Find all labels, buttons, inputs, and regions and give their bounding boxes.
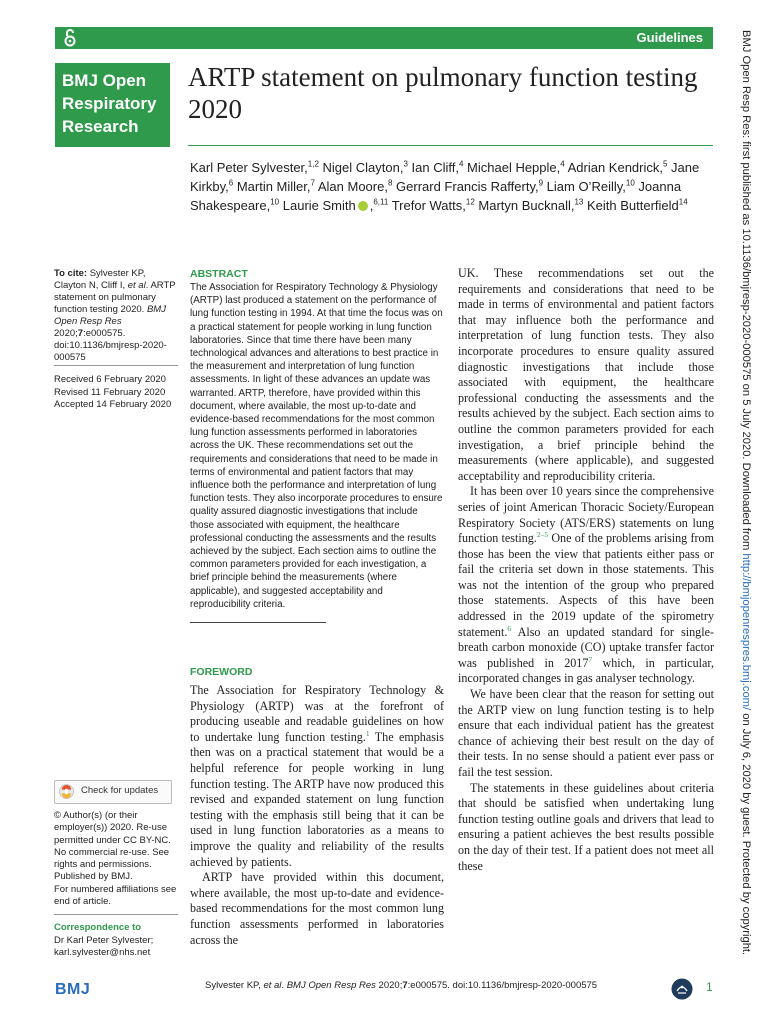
author-affiliation: 12 <box>465 197 475 207</box>
body-text: which, in particular, incorporated changes in gas analyser technology. <box>458 655 714 686</box>
author-affiliation: 9 <box>538 178 544 188</box>
check-updates-icon <box>59 784 74 799</box>
check-for-updates-button[interactable] <box>54 780 172 804</box>
author-name: Nigel Clayton, <box>318 160 404 175</box>
received-date: Received 6 February 2020 <box>54 374 166 385</box>
foreword-body <box>190 683 444 948</box>
cite-text: 2020; <box>54 328 78 339</box>
author-affiliation: 6 <box>228 178 234 188</box>
accepted-date: Accepted 14 February 2020 <box>54 399 172 410</box>
author-name: Keith Butterfield <box>583 198 679 213</box>
author-affiliation: 8 <box>387 178 393 188</box>
journal-logo-block <box>55 63 170 147</box>
correspondence-name: Dr Karl Peter Sylvester; <box>54 935 154 946</box>
body-column-2 <box>458 266 714 874</box>
cite-etal: et al <box>127 280 146 291</box>
body-text: Also an updated standard for single-breath carbon monoxide (CO) uptake transfer factor was published in 2017 <box>458 624 714 670</box>
download-notice-text: on July 6, 2020 by guest. Protected by copyright. <box>740 710 752 956</box>
cite-label: To cite: <box>54 268 88 279</box>
article-title: ARTP statement on pulmonary function testing 2020 <box>188 62 698 124</box>
body-paragraph: We have been clear that the reason for setting out the ARTP view on lung function testing is to help ensure that each individual patient has the greatest chance of achieving their best result on the day of their tests. In no sense should a patient ever pass or fail the test session. <box>458 687 714 779</box>
reference-link[interactable]: 6 <box>507 623 512 633</box>
author-name: Jane Kirkby, <box>190 160 700 194</box>
author-name: Ian Cliff, <box>407 160 459 175</box>
abstract-text: The Association for Respiratory Technology & Physiology (ARTP) last produced a statement on the performance of lung function testing in 1994. At that time the focus was on a practical statement for people working in lung function laboratories. Since that time there have been many technological advances and alterations to best practice in the measurement and interpretation of lung function assessments. In light of these advances an update was warranted. ARTP, therefore, have provided within this document, where available, the most up-to-date and evidence-based recommendations for the most common lung function assessments performed in laboratories across the UK. These recommendations set out the requirements and considerations that need to be made in terms of environmental and patient factors that may influence both the performance and interpretation of lung function tests. They also incorporate procedures to ensure quality assured diagnostic investigations that include those associated with equipment, the healthcare professional conducting the assessments and the results achieved by the subject. Each section aims to outline the common parameters provided for each investigation, a brief principle behind the measurements (where applicable), and suggested acceptability and reproducibility criteria. <box>190 282 443 610</box>
author-list: Karl Peter Sylvester,$^{1,2}$ Nigel Clayton,$^3$ Ian Cliff,$^4$ Michael Hepple,$^4$ Adrian Kendrick,$^5$ Jane Kirkby,$^6$ Martin Miller,$^7$ Alan Moore,$^8$ Gerrard Francis Rafferty,$^9$ Liam O’Reilly,$^{10}$ Joanna Shakespeare,$^{10}$ Laurie Smith ,$^{6,11}$ Trefor Watts,$^{12}$ Martyn Bucknall,$^{13}$ Keith Butterfield$^{14}$ <box>190 159 700 213</box>
body-text: It has been over 10 years since the comprehensive series of joint American Thoracic Society/European Respiratory Society (ATS/ERS) statements on lung function testing. <box>458 484 714 546</box>
foreword-text: The Association for Respiratory Technology & Physiology (ARTP) was at the forefront of producing useable and readable guidelines on how to undertake lung function testing. <box>190 683 444 744</box>
foreword-heading: FOREWORD <box>190 666 253 678</box>
body-paragraph <box>458 484 714 687</box>
orcid-icon[interactable] <box>358 201 368 211</box>
license-text: © Author(s) (or their employer(s)) 2020. Re-use permitted under CC BY-NC. No commercial re-use. See rights and permissions. Published by BMJ. <box>54 810 171 883</box>
article-dates <box>54 374 179 412</box>
author-name: Trefor Watts, <box>388 198 466 213</box>
download-notice-strip <box>739 30 753 995</box>
abstract-divider <box>190 622 326 623</box>
abstract-heading: ABSTRACT <box>190 268 248 280</box>
author-name: Gerrard Francis Rafferty, <box>392 179 539 194</box>
body-paragraph: The statements in these guidelines about criteria that should be satisfied when undertaking lung function testing outline goals and drivers that lead to ensuring a patient achieves the best results possible on the day of their test. If a patient does not meet all these <box>458 780 714 873</box>
author-name: Laurie Smith <box>279 198 356 213</box>
author-affiliation: 13 <box>574 197 584 207</box>
author-affiliation: 1,2 <box>307 159 319 169</box>
revised-date: Revised 11 February 2020 <box>54 386 166 398</box>
journal-name: BMJ Open Respiratory Research <box>62 71 157 136</box>
author-name: Liam O’Reilly, <box>543 179 626 194</box>
section-bar <box>55 27 713 49</box>
author-affiliation: 7 <box>310 178 315 188</box>
section-label: Guidelines <box>636 30 703 45</box>
open-access-icon <box>62 28 78 48</box>
footer-text: :e000575. doi:10.1136/bmjresp-2020-000575 <box>407 980 598 991</box>
cite-journal: BMJ Open Resp Res <box>54 304 166 327</box>
author-affiliation: 10 <box>270 197 280 207</box>
author-affiliation: 5 <box>662 159 668 169</box>
cite-volume: 7 <box>77 328 84 339</box>
download-notice <box>739 30 753 995</box>
footer-text: . <box>281 980 287 991</box>
check-updates-label: Check for updates <box>81 785 159 796</box>
sidebar-divider <box>54 914 178 915</box>
author-affiliation: 4 <box>458 159 464 169</box>
journal-url-link[interactable]: http://bmjopenrespres.bmj.com/ <box>740 553 752 711</box>
author-affiliation: 14 <box>678 197 688 207</box>
author-name: Adrian Kendrick, <box>564 160 663 175</box>
correspondence-details <box>54 935 179 960</box>
author-affiliation: 6,11 <box>373 197 389 207</box>
author-affiliation: 10 <box>625 178 635 188</box>
author-affiliation: 4 <box>560 159 565 169</box>
correspondence-heading: Correspondence to <box>54 922 142 933</box>
citation-block <box>54 268 179 364</box>
footer-volume: 7 <box>402 980 408 991</box>
footer-text: Sylvester KP, <box>205 980 264 991</box>
footer-citation <box>205 980 597 991</box>
author-name: Karl Peter Sylvester, <box>190 160 308 175</box>
author-name: Joanna Shakespeare, <box>190 179 682 213</box>
author-name: Michael Hepple, <box>463 160 561 175</box>
cite-text: . ARTP statement on pulmonary function testing 2020. <box>54 280 176 315</box>
body-text: One of the problems arising from those has been the view that patients either pass or fail the criteria set down in those statements. This was not the intention of the group who prepared those statements. Aspects of this have been addressed in the 2019 update of the spirometry statement. <box>458 531 714 639</box>
bmj-logo: BMJ <box>55 981 91 998</box>
foreword-paragraph <box>190 683 444 870</box>
cite-text: Sylvester KP, Clayton N, Cliff I, <box>54 268 146 291</box>
sidebar-divider <box>54 365 178 366</box>
body-paragraph: UK. These recommendations set out the requirements and considerations that need to be made in terms of environmental and patient factors that may influence both the performance and interpretation of lung function tests. They also incorporate procedures to ensure quality assured diagnostic investigations that include those associated with equipment, the healthcare professional conducting the assessments and the results achieved by the subject. Each section aims to outline the common parameters provided for each investigation, a brief principle behind the measurements (where applicable), and suggested acceptability and reproducibility criteria. <box>458 266 714 483</box>
author-name: Alan Moore, <box>314 179 388 194</box>
footer-etal: et al <box>263 980 282 991</box>
download-notice-text: BMJ Open Resp Res: first published as 10.1136/bmjresp-2020-000575 on 5 July 2020. Downloaded from <box>740 30 752 554</box>
foreword-text: The emphasis then was on a practical statement that would be a helpful reference for people working in lung function testing. The ARTP have now produced this revised and expanded statement on lung function testing with the emphasis still being that it can be used in lung function laboratories as a means to improve the quality and reliability of the results achieved by patients. <box>190 729 444 869</box>
footer-journal: BMJ Open Resp Res <box>286 980 376 991</box>
cite-text: :e000575. doi:10.1136/bmjresp-2020-000575 <box>54 328 167 363</box>
reference-link[interactable]: 7 <box>588 654 593 664</box>
affiliations-note: For numbered affiliations see end of article. <box>54 884 177 908</box>
reference-link[interactable]: 1 <box>365 728 370 738</box>
page-number: 1 <box>706 980 713 994</box>
title-divider <box>188 145 713 146</box>
reference-link[interactable]: 2–5 <box>536 530 549 540</box>
author-name: Martyn Bucknall, <box>474 198 575 213</box>
foreword-paragraph: ARTP have provided within this document, where available, the most up-to-date and evidence-based recommendations for the most common lung function assessments performed in laboratories across the <box>190 870 444 947</box>
author-name: Martin Miller, <box>233 179 311 194</box>
correspondence-email[interactable]: karl.sylvester@nhs.net <box>54 947 151 959</box>
author-affiliation: 3 <box>403 159 408 169</box>
footer-text: 2020; <box>375 980 403 991</box>
publisher-badge-icon <box>671 978 693 1000</box>
